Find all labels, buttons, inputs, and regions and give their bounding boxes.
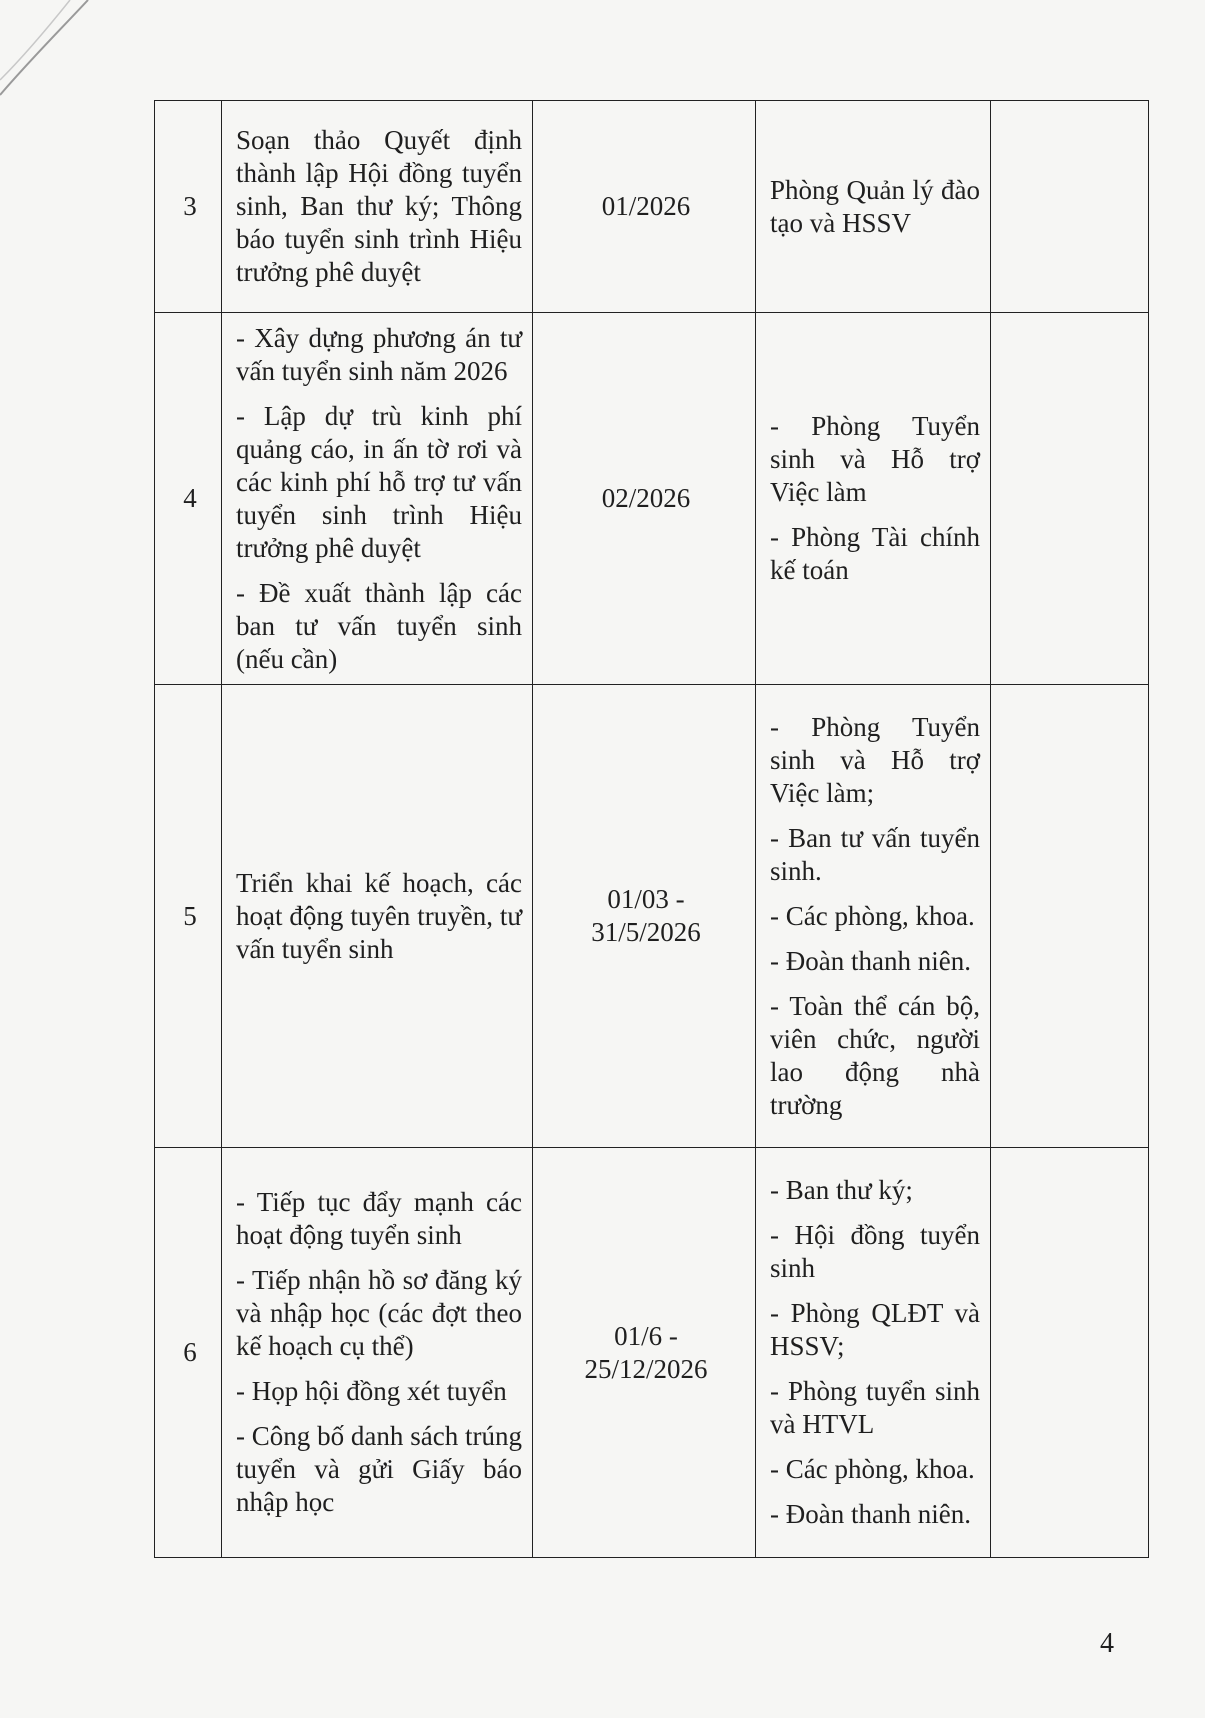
resp-line: - Các phòng, khoa. [770,900,975,931]
time-cell [533,101,756,313]
resp-line: - Các phòng, khoa. [770,1454,975,1484]
time-line: 01/03 - [607,884,685,914]
row-number-cell: 4 [155,313,222,685]
resp-line: - Phòng Tài chính kế toán [770,522,980,585]
time-line: 31/5/2026 [591,917,701,947]
task-cell [222,685,533,1148]
plan-table [154,100,1149,1558]
resp-line: - Toàn thể cán bộ, viên chức, người lao động nhà trường [770,990,980,1120]
resp-line: - Hội đồng tuyển sinh [770,1220,980,1283]
resp-line: - Ban thư ký; [770,1175,913,1205]
task-cell [222,313,533,685]
resp-line: - Phòng Tuyển sinh và Hỗ trợ Việc làm [770,411,980,507]
note-cell [991,101,1149,313]
resp-line: - Phòng QLĐT và HSSV; [770,1298,980,1361]
task-cell [222,101,533,313]
responsible-cell [756,1148,991,1558]
task-line: - Công bố danh sách trúng tuyển và gửi Giấy báo nhập học [236,1421,522,1517]
scan-edge-mark [0,0,110,110]
task-line: - Đề xuất thành lập các ban tư vấn tuyển sinh (nếu cần) [236,577,522,674]
responsible-cell [756,685,991,1148]
note-cell [991,1148,1149,1558]
time-cell [533,685,756,1148]
table-row [155,1148,1149,1558]
note-cell [991,313,1149,685]
resp-line: - Đoàn thanh niên. [770,1499,971,1529]
resp-line: - Phòng tuyển sinh và HTVL [770,1376,980,1439]
responsible-cell [756,313,991,685]
task-line: Soạn thảo Quyết định thành lập Hội đồng tuyển sinh, Ban thư ký; Thông báo tuyển sinh trình Hiệu trưởng phê duyệt [236,125,522,287]
row-number-cell: 3 [155,101,222,313]
page-number: 4 [1100,1628,1114,1659]
resp-line: - Phòng Tuyển sinh và Hỗ trợ Việc làm; [770,711,980,808]
task-line: - Xây dựng phương án tư vấn tuyển sinh năm 2026 [236,322,522,386]
task-line: - Lập dự trù kinh phí quảng cáo, in ấn tờ rơi và các kinh phí hỗ trợ tư vấn tuyển sinh trình Hiệu trưởng phê duyệt [236,400,522,563]
row-number-cell: 6 [155,1148,222,1558]
row-number-cell: 5 [155,685,222,1148]
resp-line: Phòng Quản lý đào tạo và HSSV [770,174,980,238]
resp-line: - Ban tư vấn tuyển sinh. [770,822,980,886]
note-cell [991,685,1149,1148]
time-line: 25/12/2026 [584,1353,708,1384]
responsible-cell [756,101,991,313]
time-cell [533,313,756,685]
task-line: - Tiếp nhận hồ sơ đăng ký và nhập học (các đợt theo kế hoạch cụ thể) [236,1265,522,1361]
time-line: 01/6 - [614,1320,678,1351]
resp-line: - Đoàn thanh niên. [770,945,971,976]
task-cell [222,1148,533,1558]
time-line: 02/2026 [601,483,691,513]
time-cell [533,1148,756,1558]
table-row [155,313,1149,685]
task-line: - Tiếp tục đẩy mạnh các hoạt động tuyển sinh [236,1187,522,1250]
time-line: 01/2026 [601,191,691,221]
table-row [155,101,1149,313]
task-line: - Họp hội đồng xét tuyển [236,1376,507,1406]
task-line: Triển khai kế hoạch, các hoạt động tuyên truyền, tư vấn tuyển sinh [236,867,522,964]
table-row [155,685,1149,1148]
